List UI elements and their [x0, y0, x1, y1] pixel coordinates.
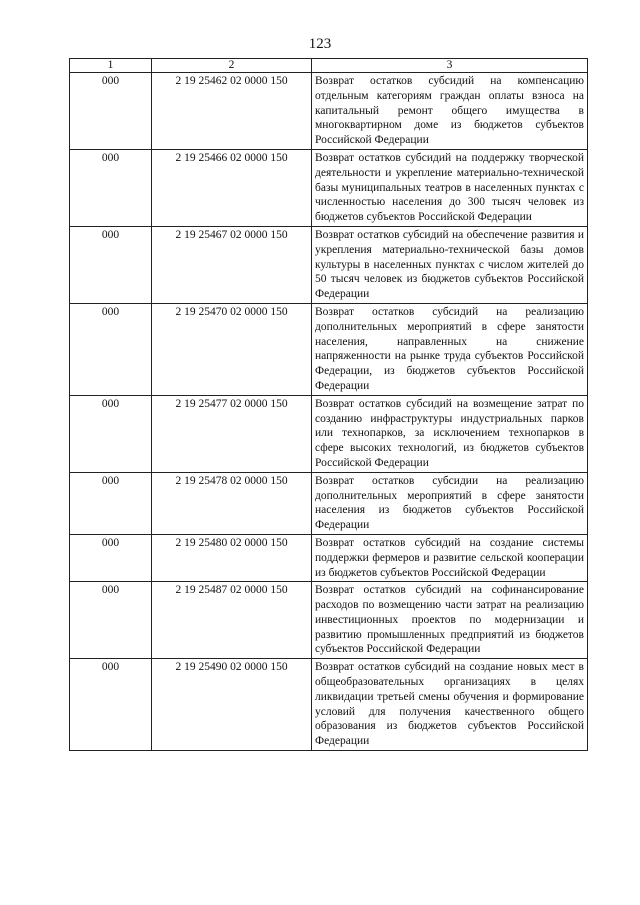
description-cell: Возврат остатков субсидий на поддержку творческой деятельности и укрепление материально-технической базы муниципальных театров в населенных пунктах с численностью населения до 300 тысяч человек из бюджетов субъектов Российской Федерации	[312, 149, 588, 226]
table-row	[70, 659, 588, 751]
budget-code-cell: 2 19 25487 02 0000 150	[152, 582, 312, 659]
budget-code-cell: 2 19 25466 02 0000 150	[152, 149, 312, 226]
table-row	[70, 73, 588, 150]
description-cell: Возврат остатков субсидий на компенсацию отдельным категориям граждан оплаты взноса на капитальный ремонт общего имущества в многоквартирном доме из бюджетов субъектов Российской Федерации	[312, 73, 588, 150]
table-row	[70, 226, 588, 303]
admin-code-cell: 000	[70, 582, 152, 659]
table-row	[70, 534, 588, 581]
table-row	[70, 472, 588, 534]
budget-code-cell: 2 19 25490 02 0000 150	[152, 659, 312, 751]
admin-code-cell: 000	[70, 395, 152, 472]
budget-code-cell: 2 19 25467 02 0000 150	[152, 226, 312, 303]
admin-code-cell: 000	[70, 659, 152, 751]
admin-code-cell: 000	[70, 149, 152, 226]
admin-code-cell: 000	[70, 472, 152, 534]
table-row	[70, 149, 588, 226]
description-cell: Возврат остатков субсидий на обеспечение развития и укрепления материально-технической базы домов культуры в населенных пунктах с числом жителей до 50 тысяч человек из бюджетов субъектов Российской Федерации	[312, 226, 588, 303]
table-row	[70, 395, 588, 472]
header-col-3: 3	[312, 59, 588, 73]
admin-code-cell: 000	[70, 73, 152, 150]
admin-code-cell: 000	[70, 226, 152, 303]
budget-code-cell: 2 19 25478 02 0000 150	[152, 472, 312, 534]
description-cell: Возврат остатков субсидий на создание новых мест в общеобразовательных организациях в целях ликвидации третьей смены обучения и формирование условий для получения качественного общего образования из бюджетов субъектов Российской Федерации	[312, 659, 588, 751]
description-cell: Возврат остатков субсидий на реализацию дополнительных мероприятий в сфере занятости населения, направленных на снижение напряженности на рынке труда субъектов Российской Федерации, из бюджетов субъектов Российской Федерации	[312, 303, 588, 395]
description-cell: Возврат остатков субсидии на реализацию дополнительных мероприятий в сфере занятости населения из бюджетов субъектов Российской Федерации	[312, 472, 588, 534]
header-col-1: 1	[70, 59, 152, 73]
budget-code-cell: 2 19 25462 02 0000 150	[152, 73, 312, 150]
budget-code-cell: 2 19 25477 02 0000 150	[152, 395, 312, 472]
table-row	[70, 303, 588, 395]
table-header-row	[70, 59, 588, 73]
table-row	[70, 582, 588, 659]
budget-code-cell: 2 19 25470 02 0000 150	[152, 303, 312, 395]
budget-code-cell: 2 19 25480 02 0000 150	[152, 534, 312, 581]
description-cell: Возврат остатков субсидий на софинансирование расходов по возмещению части затрат на реализацию инвестиционных проектов по модернизации и развитию промышленных предприятий из бюджетов субъектов Российской Федерации	[312, 582, 588, 659]
description-cell: Возврат остатков субсидий на создание системы поддержки фермеров и развитие сельской кооперации из бюджетов субъектов Российской Федерации	[312, 534, 588, 581]
header-col-2: 2	[152, 59, 312, 73]
admin-code-cell: 000	[70, 303, 152, 395]
description-cell: Возврат остатков субсидий на возмещение затрат по созданию инфраструктуры индустриальных парков или технопарков, за исключением технопарков в сфере высоких технологий, из бюджетов субъектов Российской Федерации	[312, 395, 588, 472]
budget-code-table	[69, 58, 588, 751]
page-number: 123	[308, 36, 332, 52]
admin-code-cell: 000	[70, 534, 152, 581]
